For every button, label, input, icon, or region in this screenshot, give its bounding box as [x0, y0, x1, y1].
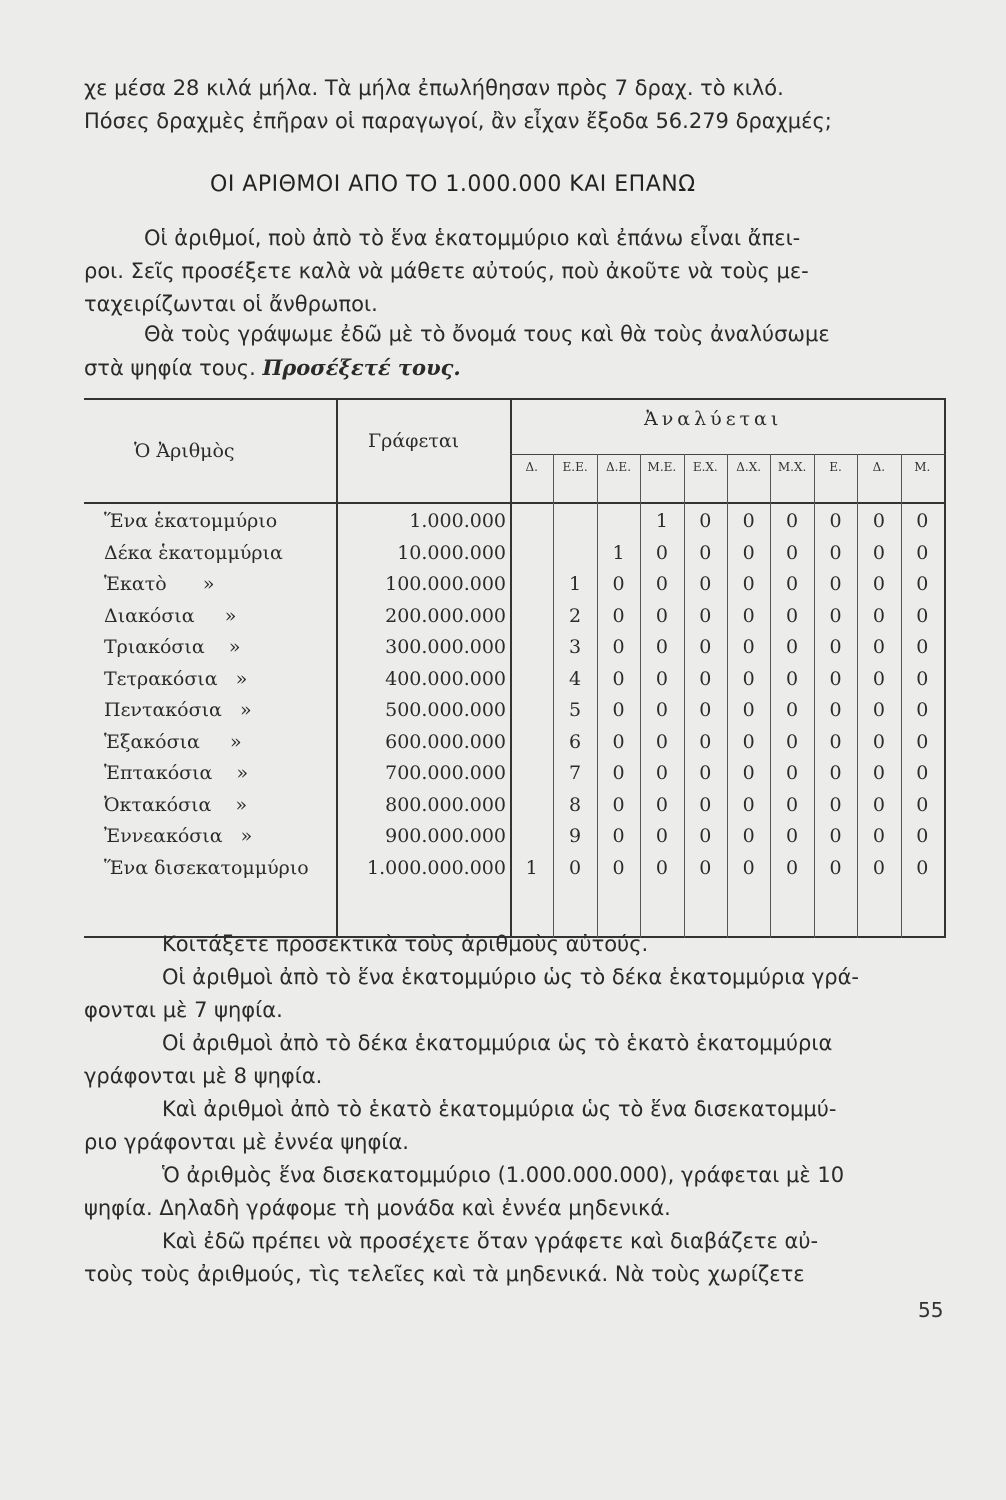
digit-cell: 0	[612, 604, 625, 627]
number-name: Τετρακόσια »	[104, 667, 248, 690]
digit-cell: 0	[569, 856, 582, 879]
digit-cell: 0	[699, 762, 712, 784]
header-separator	[84, 502, 946, 504]
digit-cell: 1	[569, 573, 582, 595]
section-heading: ΟΙ ΑΡΙΘΜΟΙ ΑΠΟ ΤΟ 1.000.000 ΚΑΙ ΕΠΑΝΩ	[210, 172, 696, 197]
digit-cell: 3	[569, 636, 582, 658]
digit-cell: 0	[916, 510, 929, 532]
digit-cell: 0	[655, 699, 668, 721]
digit-cell: 0	[829, 825, 842, 847]
digit-cell: 0	[655, 541, 668, 564]
table-row	[84, 668, 946, 698]
digit-cell: 0	[699, 825, 712, 847]
intro-line: χε μέσα 28 κιλά μήλα. Τὰ μήλα ἐπωλήθησαν πρὸς 7 δραχ. τὸ κιλό.	[84, 76, 784, 100]
number-name: Ἑξακόσια »	[104, 730, 242, 753]
written-number: 100.000.000	[385, 573, 506, 595]
table-row	[84, 857, 946, 887]
digit-cell: 1	[525, 856, 538, 879]
paragraph-1	[84, 222, 944, 321]
paragraph-line: ταχειρίζωνται οἱ ἄνθρωποι.	[84, 292, 378, 316]
written-number: 800.000.000	[385, 793, 506, 816]
table-row	[84, 605, 946, 635]
digit-cell: 7	[569, 762, 582, 784]
digit-cell: 0	[655, 604, 668, 627]
paragraph-line: Θὰ τοὺς γράψωμε ἐδῶ μὲ τὸ ὄνομά τους καὶ θὰ τοὺς ἀναλύσωμε	[144, 322, 830, 346]
digit-place-header: Δ.	[525, 460, 538, 474]
digit-cell: 4	[569, 667, 582, 690]
paragraph-line: Οἱ ἀριθμοὶ ἀπὸ τὸ δέκα ἑκατομμύρια ὡς τὸ ἑκατὸ ἑκατομμύρια	[162, 1031, 833, 1055]
digit-cell: 0	[786, 825, 799, 847]
paragraph-line: ριο γράφονται μὲ ἐννέα ψηφία.	[84, 1130, 409, 1154]
digit-cell: 0	[916, 762, 929, 784]
table-row	[84, 699, 946, 729]
digit-cell: 0	[742, 604, 755, 627]
digit-cell: 0	[916, 825, 929, 847]
digit-place-header: Δ.Ε.	[605, 460, 632, 474]
paragraph-text: στὰ ψηφία τους.	[84, 356, 256, 380]
paragraph-line: ροι. Σεῖς προσέξετε καλὰ νὰ μάθετε αὐτούς, ποὺ ἀκοῦτε νὰ τοὺς με-	[84, 259, 809, 283]
paragraph-line: γράφονται μὲ 8 ψηφία.	[84, 1064, 323, 1088]
table-row	[84, 825, 946, 855]
digit-place-header: Μ.Χ.	[777, 460, 807, 474]
number-table	[84, 398, 946, 938]
digit-place-header: Δ.Χ.	[736, 460, 762, 474]
digit-cell: 1	[612, 541, 625, 564]
paragraph-line	[84, 351, 944, 385]
table-row	[84, 794, 946, 824]
digit-cell: 0	[699, 856, 712, 879]
digit-cell: 0	[872, 604, 885, 627]
digit-cell: 0	[829, 730, 842, 753]
number-name: Ἕνα δισεκατομμύριο	[104, 856, 309, 879]
table-row	[84, 762, 946, 792]
written-number: 200.000.000	[385, 604, 506, 627]
digit-cell: 0	[916, 699, 929, 721]
table-row	[84, 731, 946, 761]
digit-cell: 0	[872, 510, 885, 532]
paragraph-line: Ὁ ἀριθμὸς ἕνα δισεκατομμύριο (1.000.000.000), γράφεται μὲ 10	[162, 1163, 845, 1187]
digit-cell: 0	[872, 699, 885, 721]
digit-cell: 5	[569, 699, 582, 721]
table-row	[84, 542, 946, 572]
digit-cell: 8	[569, 793, 582, 816]
number-name: Διακόσια »	[104, 604, 237, 627]
digit-cell: 0	[612, 667, 625, 690]
paragraph-line: Οἱ ἀριθμοί, ποὺ ἀπὸ τὸ ἕνα ἑκατομμύριο καὶ ἐπάνω εἶναι ἄπει-	[144, 226, 801, 250]
digit-cell: 0	[742, 762, 755, 784]
digit-cell: 0	[916, 793, 929, 816]
written-number: 500.000.000	[385, 699, 506, 721]
digit-cell: 0	[655, 793, 668, 816]
digit-cell: 0	[612, 636, 625, 658]
digit-cell: 0	[786, 667, 799, 690]
digit-cell: 0	[742, 667, 755, 690]
written-number: 400.000.000	[385, 667, 506, 690]
digit-cell: 0	[655, 636, 668, 658]
column-header-written: Γράφεται	[368, 430, 460, 452]
intro-line: Πόσες δραχμὲς ἐπῆραν οἱ παραγωγοί, ἂν εἶχαν ἔξοδα 56.279 δραχμές;	[84, 109, 832, 133]
digit-cell: 0	[872, 762, 885, 784]
digit-cell: 0	[872, 730, 885, 753]
written-number: 1.000.000	[409, 510, 506, 532]
table-row	[84, 636, 946, 666]
digit-cell: 1	[655, 510, 668, 532]
digit-cell: 0	[872, 573, 885, 595]
analysis-subheader-line	[510, 454, 946, 455]
digit-place-header: Ε.Ε.	[562, 460, 588, 474]
paragraph-2	[84, 318, 944, 385]
digit-place-header: Μ.Ε.	[647, 460, 677, 474]
digit-cell: 0	[699, 699, 712, 721]
written-number: 1.000.000.000	[366, 856, 506, 879]
digit-cell: 0	[612, 762, 625, 784]
digit-cell: 0	[742, 541, 755, 564]
written-number: 900.000.000	[385, 825, 506, 847]
digit-place-header: Μ.	[914, 460, 931, 474]
column-header-number: Ὁ Ἀριθμὸς	[134, 440, 235, 462]
digit-cell: 0	[742, 730, 755, 753]
paragraph-line: Κοιτάξετε προσεκτικὰ τοὺς ἀριθμοὺς αὐτούς.	[162, 932, 649, 956]
digit-cell: 0	[699, 510, 712, 532]
digit-cell: 0	[916, 856, 929, 879]
digit-cell: 0	[872, 667, 885, 690]
digit-cell: 0	[829, 604, 842, 627]
paragraph-line: Οἱ ἀριθμοὶ ἀπὸ τὸ ἕνα ἑκατομμύριο ὡς τὸ δέκα ἑκατομμύρια γρά-	[162, 965, 860, 989]
table-row	[84, 510, 946, 540]
digit-cell: 0	[612, 699, 625, 721]
digit-cell: 0	[786, 762, 799, 784]
digit-cell: 0	[655, 573, 668, 595]
table-row	[84, 573, 946, 603]
digit-cell: 0	[829, 762, 842, 784]
paragraph-line: τοὺς τοὺς ἀριθμούς, τὶς τελεῖες καὶ τὰ μηδενικά. Νὰ τοὺς χωρίζετε	[84, 1262, 805, 1286]
digit-cell: 0	[829, 699, 842, 721]
digit-cell: 0	[699, 730, 712, 753]
digit-cell: 9	[569, 825, 582, 847]
number-name: Τριακόσια »	[104, 636, 241, 658]
paragraph-line: φονται μὲ 7 ψηφία.	[84, 998, 283, 1022]
page-number: 55	[918, 1298, 944, 1322]
digit-cell: 0	[829, 636, 842, 658]
paragraph-line: ψηφία. Δηλαδὴ γράφομε τὴ μονάδα καὶ ἐννέα μηδενικά.	[84, 1196, 671, 1220]
digit-cell: 0	[786, 573, 799, 595]
digit-cell: 0	[786, 510, 799, 532]
digit-cell: 0	[829, 541, 842, 564]
number-name: Ὀκτακόσια »	[104, 793, 248, 816]
digit-cell: 0	[612, 573, 625, 595]
table-border-top	[84, 398, 946, 400]
digit-cell: 0	[612, 730, 625, 753]
paragraph-line: Καὶ ἀριθμοὶ ἀπὸ τὸ ἑκατὸ ἑκατομμύρια ὡς τὸ ἕνα δισεκατομμύ-	[162, 1097, 837, 1121]
digit-cell: 0	[699, 636, 712, 658]
digit-cell: 0	[872, 541, 885, 564]
digit-cell: 0	[699, 573, 712, 595]
number-name: Ἐννεακόσια »	[104, 825, 253, 847]
digit-cell: 0	[829, 510, 842, 532]
digit-cell: 0	[872, 636, 885, 658]
digit-cell: 6	[569, 730, 582, 753]
digit-cell: 0	[916, 730, 929, 753]
number-name: Ἑκατὸ »	[104, 573, 215, 595]
digit-cell: 0	[916, 604, 929, 627]
digit-cell: 0	[916, 636, 929, 658]
digit-cell: 0	[612, 793, 625, 816]
digit-cell: 0	[916, 541, 929, 564]
written-number: 700.000.000	[385, 762, 506, 784]
digit-cell: 2	[569, 604, 582, 627]
digit-cell: 0	[786, 730, 799, 753]
digit-cell: 0	[742, 856, 755, 879]
digit-cell: 0	[699, 667, 712, 690]
digit-cell: 0	[742, 573, 755, 595]
digit-cell: 0	[829, 573, 842, 595]
digit-cell: 0	[872, 856, 885, 879]
written-number: 10.000.000	[397, 541, 506, 564]
number-name: Δέκα ἑκατομμύρια	[104, 541, 283, 564]
number-name: Ἑπτακόσια »	[104, 762, 249, 784]
digit-cell: 0	[786, 699, 799, 721]
digit-cell: 0	[655, 762, 668, 784]
digit-cell: 0	[786, 856, 799, 879]
digit-cell: 0	[699, 541, 712, 564]
number-name: Πεντακόσια »	[104, 699, 252, 721]
digit-place-header: Ε.	[829, 460, 842, 474]
digit-cell: 0	[699, 793, 712, 816]
digit-cell: 0	[742, 699, 755, 721]
digit-cell: 0	[829, 793, 842, 816]
digit-cell: 0	[916, 667, 929, 690]
digit-cell: 0	[612, 856, 625, 879]
digit-cell: 0	[742, 825, 755, 847]
paragraph-after	[84, 928, 944, 1291]
digit-cell: 0	[655, 856, 668, 879]
digit-cell: 0	[786, 636, 799, 658]
digit-cell: 0	[829, 667, 842, 690]
digit-cell: 0	[655, 825, 668, 847]
digit-place-header: Δ.	[872, 460, 886, 474]
digit-place-header: Ε.Χ.	[692, 460, 718, 474]
digit-cell: 0	[786, 604, 799, 627]
digit-cell: 0	[612, 825, 625, 847]
digit-cell: 0	[742, 510, 755, 532]
digit-cell: 0	[742, 636, 755, 658]
digit-cell: 0	[655, 667, 668, 690]
digit-cell: 0	[872, 825, 885, 847]
digit-cell: 0	[829, 856, 842, 879]
digit-cell: 0	[872, 793, 885, 816]
number-name: Ἕνα ἑκατομμύριο	[104, 510, 278, 532]
emphasis-text: Προσέξετέ τους.	[262, 355, 461, 380]
written-number: 300.000.000	[385, 636, 506, 658]
digit-cell: 0	[699, 604, 712, 627]
digit-cell: 0	[786, 793, 799, 816]
written-number: 600.000.000	[385, 730, 506, 753]
digit-cell: 0	[916, 573, 929, 595]
paragraph-line: Καὶ ἐδῶ πρέπει νὰ προσέχετε ὅταν γράφετε καὶ διαβάζετε αὐ-	[162, 1229, 819, 1253]
column-header-analysis: Ἀναλύεται	[644, 408, 783, 430]
intro-paragraph	[84, 72, 944, 138]
digit-cell: 0	[786, 541, 799, 564]
digit-cell: 0	[742, 793, 755, 816]
digit-cell: 0	[655, 730, 668, 753]
